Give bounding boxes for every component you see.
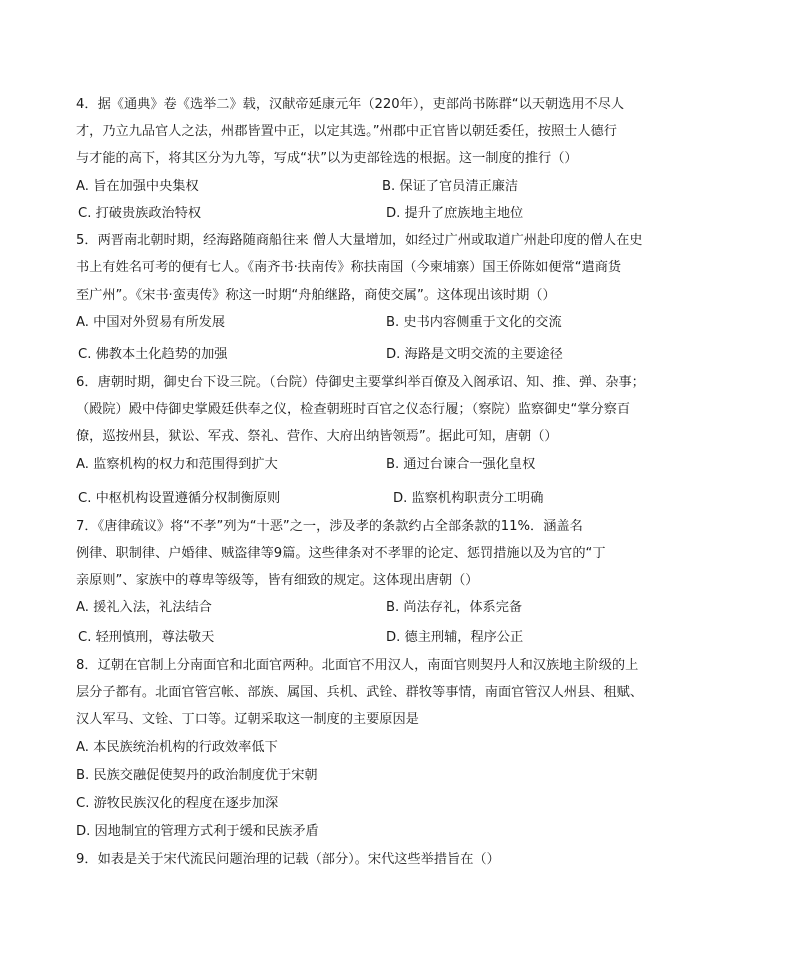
question-7-option-b: B. 尚法存礼，体系完备 (386, 600, 523, 615)
question-5-option-c: C. 佛教本土化趋势的加强 (78, 347, 228, 362)
question-8-line-1: 8．辽朝在官制上分南面官和北面官两种。北面官不用汉人，南面官则契丹人和汉族地主阶级的上 (76, 658, 639, 673)
question-7-option-a: A. 援礼入法，礼法结合 (76, 600, 212, 615)
question-8-line-3: 汉人军马、文铨、丁口等。辽朝采取这一制度的主要原因是 (76, 712, 419, 727)
question-8-option-c: C. 游牧民族汉化的程度在逐步加深 (76, 796, 279, 811)
question-4-option-d: D. 提升了庶族地主地位 (386, 206, 524, 221)
question-7-option-d: D. 德主刑辅，程序公正 (386, 630, 524, 645)
question-9-line-1: 9．如表是关于宋代流民问题治理的记载（部分）。宋代这些举措旨在（） (76, 852, 500, 867)
question-7-line-3: 亲原则”、家族中的尊卑等级等，皆有细致的规定。这体现出唐朝（） (76, 573, 479, 588)
question-4-option-c: C. 打破贵族政治特权 (78, 206, 202, 221)
question-8-option-b: B. 民族交融促使契丹的政治制度优于宋朝 (76, 768, 318, 783)
question-5-line-3: 至广州”。《宋书·蛮夷传》称这一时期“舟舶继路，商使交属”。这体现出该时期（） (76, 288, 556, 303)
question-4-line-1: 4．据《通典》卷《选举二》载，汉献帝延康元年（220年），吏部尚书陈群“以天朝选用不尽人 (76, 97, 625, 112)
question-4-line-3: 与才能的高下，将其区分为九等，写成“状”以为吏部铨选的根据。这一制度的推行（） (76, 151, 578, 166)
question-4-option-a: A. 旨在加强中央集权 (76, 179, 199, 194)
question-4-line-2: 才，乃立九品官人之法，州郡皆置中正，以定其选。”州郡中正官皆以朝廷委任，按照士人德行 (76, 124, 617, 139)
question-6-line-2: （殿院）殿中侍御史掌殿廷供奉之仪，检查朝班时百官之仪态行履；（察院）监察御史“掌分察百 (76, 402, 631, 417)
question-6-line-3: 僚，巡按州县，狱讼、军戎、祭礼、营作、大府出纳皆领焉”。据此可知，唐朝（） (76, 429, 558, 444)
question-5-option-a: A. 中国对外贸易有所发展 (76, 315, 226, 330)
question-8-option-a: A. 本民族统治机构的行政效率低下 (76, 740, 278, 755)
question-4-option-b: B. 保证了官员清正廉洁 (382, 179, 519, 194)
question-6-option-b: B. 通过台谏合一强化皇权 (386, 457, 536, 472)
question-6-option-d: D. 监察机构职责分工明确 (393, 491, 544, 506)
question-6-option-a: A. 监察机构的权力和范围得到扩大 (76, 457, 278, 472)
question-7-line-2: 例律、职制律、户婚律、贼盗律等9篇。这些律条对不孝罪的论定、惩罚措施以及为官的“丁 (76, 546, 606, 561)
question-5-option-b: B. 史书内容侧重于文化的交流 (386, 315, 562, 330)
question-5-option-d: D. 海路是文明交流的主要途径 (386, 347, 563, 362)
question-5-line-2: 书上有姓名可考的便有七人。《南齐书·扶南传》称扶南国（今柬埔寨）国王侨陈如便常“遣商货 (76, 260, 622, 275)
question-8-option-d: D. 因地制宜的管理方式利于缓和民族矛盾 (76, 824, 319, 839)
question-6-option-c: C. 中枢机构设置遵循分权制衡原则 (78, 491, 281, 506)
question-6-line-1: 6．唐朝时期，御史台下设三院。（台院）侍御史主要掌纠举百僚及入阁承诏、知、推、弹、杂事； (76, 375, 645, 390)
question-7-option-c: C. 轻刑慎刑，尊法敬天 (78, 630, 215, 645)
question-5-line-1: 5．两晋南北朝时期，经海路随商船往来 僧人大量增加，如经过广州或取道广州赴印度的僧人在史 (76, 233, 643, 248)
question-8-line-2: 层分子都有。北面官管宫帐、部族、属国、兵机、武铨、群牧等事情，南面官管汉人州县、租赋、 (76, 685, 644, 700)
question-7-line-1: 7．《唐律疏议》将“不孝”列为“十恶”之一，涉及孝的条款约占全部条款的11%．涵盖名 (76, 519, 583, 534)
